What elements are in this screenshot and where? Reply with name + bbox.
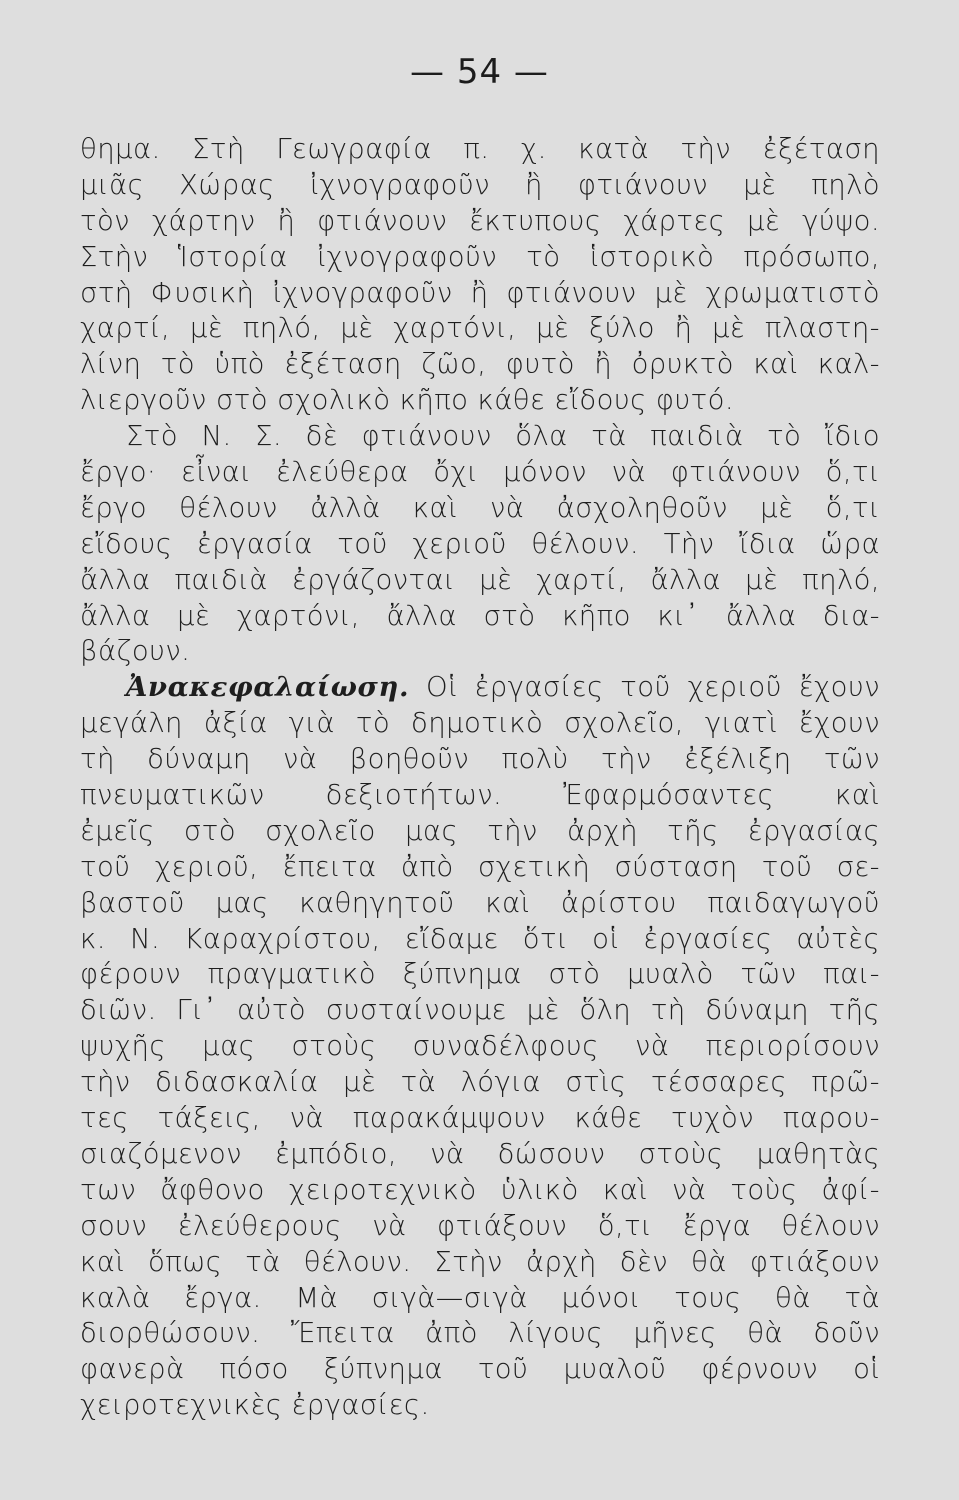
paragraph-start-line: Στὸ Ν. Σ. δὲ φτιάνουν ὅλα τὰ παιδιὰ τὸ ἴδιο xyxy=(126,420,880,453)
text-line: ἄλλα παιδιὰ ἐργάζονται μὲ χαρτί, ἄλλα μὲ πηλό, xyxy=(80,563,880,596)
text-line: πνευματικῶν δεξιοτήτων. Ἐφαρμόσαντες καὶ xyxy=(80,779,880,812)
page-number: — 54 — xyxy=(410,52,549,92)
text-line: ἐμεῖς στὸ σχολεῖο μας τὴν ἀρχὴ τῆς ἐργασίας xyxy=(80,814,880,847)
text-line: καὶ ὅπως τὰ θέλουν. Στὴν ἀρχὴ δὲν θὰ φτιάξουν xyxy=(80,1245,880,1278)
text-line: λίνη τὸ ὑπὸ ἐξέταση ζῶο, φυτὸ ἢ ὀρυκτὸ καὶ καλ- xyxy=(80,348,880,381)
text-line: χαρτί, μὲ πηλό, μὲ χαρτόνι, μὲ ξύλο ἢ μὲ πλαστη- xyxy=(80,312,880,345)
text-line: κ. Ν. Καραχρίστου, εἴδαμε ὅτι οἱ ἐργασίες αὐτὲς xyxy=(80,922,880,955)
text-line: ἔργο θέλουν ἀλλὰ καὶ νὰ ἀσχοληθοῦν μὲ ὅ,τι xyxy=(80,491,880,524)
text-line: διορθώσουν. Ἔπειτα ἀπὸ λίγους μῆνες θὰ δοῦν xyxy=(80,1317,880,1350)
text-line: τὴ δύναμη νὰ βοηθοῦν πολὺ τὴν ἐξέλιξη τῶν xyxy=(80,743,880,776)
summary-heading: Ἀνακεφαλαίωση. xyxy=(126,671,410,704)
text-line: σουν ἐλεύθερους νὰ φτιάξουν ὅ,τι ἔργα θέλουν xyxy=(80,1209,880,1242)
text-line: τὴν διδασκαλία μὲ τὰ λόγια στὶς τέσσαρες πρῶ- xyxy=(80,1066,880,1099)
text-line: διῶν. Γι᾿ αὐτὸ συσταίνουμε μὲ ὅλη τὴ δύναμη τῆς xyxy=(80,994,880,1027)
text-line: στὴ Φυσικὴ ἰχνογραφοῦν ἢ φτιάνουν μὲ χρωματιστὸ xyxy=(80,276,880,309)
text-line: μεγάλη ἀξία γιὰ τὸ δημοτικὸ σχολεῖο, γιατὶ ἔχουν xyxy=(80,707,880,740)
summary-paragraph-start xyxy=(80,670,880,706)
text-line: βάζουν. xyxy=(80,635,191,668)
body-text xyxy=(80,132,880,1424)
text-line: Στὴν Ἱστορία ἰχνογραφοῦν τὸ ἱστορικὸ πρόσωπο, xyxy=(80,240,880,273)
summary-first-line-text: Οἱ ἐργασίες τοῦ χεριοῦ ἔχουν xyxy=(425,671,880,704)
text-line: ψυχῆς μας στοὺς συναδέλφους νὰ περιορίσουν xyxy=(80,1030,880,1063)
text-line: τες τάξεις, νὰ παρακάμψουν κάθε τυχὸν παρου- xyxy=(80,1102,880,1135)
text-line: εἴδους ἐργασία τοῦ χεριοῦ θέλουν. Τὴν ἴδια ὥρα xyxy=(80,527,880,560)
text-line: σιαζόμενον ἐμπόδιο, νὰ δώσουν στοὺς μαθητὰς xyxy=(80,1137,880,1170)
text-line: θημα. Στὴ Γεωγραφία π. χ. κατὰ τὴν ἐξέταση xyxy=(80,133,880,165)
text-line: τὸν χάρτην ἢ φτιάνουν ἔκτυπους χάρτες μὲ γύψο. xyxy=(80,204,880,237)
text-line: φέρουν πραγματικὸ ξύπνημα στὸ μυαλὸ τῶν παι- xyxy=(80,958,880,991)
text-line: καλὰ ἔργα. Μὰ σιγὰ—σιγὰ μόνοι τους θὰ τὰ xyxy=(80,1281,880,1314)
text-line: ἔργο· εἶναι ἐλεύθερα ὄχι μόνον νὰ φτιάνουν ὅ,τι xyxy=(80,456,880,489)
text-line: των ἄφθονο χειροτεχνικὸ ὑλικὸ καὶ νὰ τοὺς ἀφί- xyxy=(80,1173,880,1206)
text-line: τοῦ χεριοῦ, ἔπειτα ἀπὸ σχετικὴ σύσταση τοῦ σε- xyxy=(80,850,880,883)
text-line: βαστοῦ μας καθηγητοῦ καὶ ἀρίστου παιδαγωγοῦ xyxy=(80,886,880,919)
text-line: χειροτεχνικὲς ἐργασίες. xyxy=(80,1389,430,1422)
text-line: ἄλλα μὲ χαρτόνι, ἄλλα στὸ κῆπο κι᾿ ἄλλα δια- xyxy=(80,599,880,632)
text-line: φανερὰ πόσο ξύπνημα τοῦ μυαλοῦ φέρνουν οἱ xyxy=(80,1353,880,1386)
text-line: λιεργοῦν στὸ σχολικὸ κῆπο κάθε εἴδους φυτό. xyxy=(80,384,735,417)
text-line: μιᾶς Χώρας ἰχνογραφοῦν ἢ φτιάνουν μὲ πηλὸ xyxy=(80,168,880,201)
